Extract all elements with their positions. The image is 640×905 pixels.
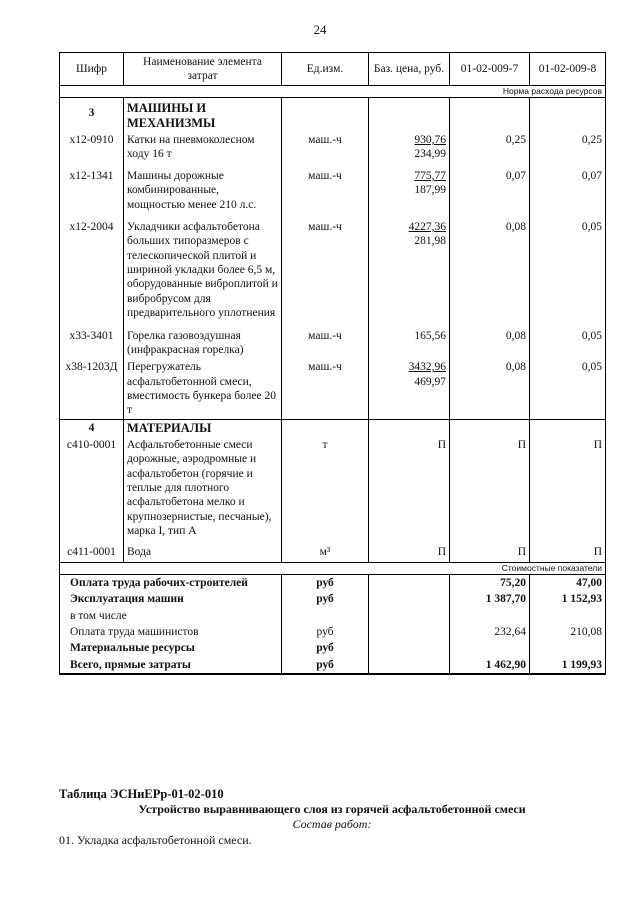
row-price-main: 930,76 (414, 134, 446, 146)
row-value-1: 0,08 (450, 322, 530, 359)
work-item: 01. Укладка асфальтобетонной смеси. (59, 833, 252, 847)
row-name: Укладчики асфальтобетона больших типоразмеров с телескопической плитой и шириной укладки более 6,5 м, оборудованные виброплитой и вибробрусом для предварительного уплотнения (124, 213, 282, 322)
summary-label: Эксплуатация машин (60, 591, 282, 607)
row-name: Вода (124, 539, 282, 562)
row-code: х12-2004 (60, 213, 124, 322)
row-unit: маш.-ч (282, 163, 369, 213)
row-value-2: 0,05 (530, 322, 606, 359)
section-4-row (60, 419, 606, 437)
row-code: х33-3401 (60, 322, 124, 359)
row-price (369, 163, 450, 213)
summary-value-2: 1 199,93 (530, 657, 606, 674)
row-value-1: П (450, 437, 530, 540)
row-code: х12-1341 (60, 163, 124, 213)
section-4-number: 4 (60, 419, 124, 437)
table-row (60, 358, 606, 419)
row-value-2: П (530, 437, 606, 540)
row-price-main: 4227,36 (408, 220, 446, 233)
row-code: х12-0910 (60, 132, 124, 163)
row-unit: м³ (282, 539, 369, 562)
row-unit: маш.-ч (282, 358, 369, 419)
header-unit: Ед.изм. (282, 53, 369, 86)
page-number: 24 (313, 22, 327, 37)
row-value-1: 0,08 (450, 358, 530, 419)
section-heading: Устройство выравнивающего слоя из горячей асфальтобетонной смеси (138, 802, 526, 816)
summary-unit: руб (282, 574, 369, 591)
row-price-main: 775,77 (414, 169, 446, 182)
band-norm-label: Норма расхода ресурсов (60, 86, 606, 98)
row-price (369, 213, 450, 322)
row-price: П (369, 437, 450, 540)
header-name: Наименование элемента затрат (124, 53, 282, 86)
summary-label: Оплата труда рабочих-строителей (60, 574, 282, 591)
summary-row (60, 591, 606, 607)
row-price-wage: 469,97 (414, 375, 446, 388)
table-title: Таблица ЭСНиЕРр-01-02-010 (59, 787, 224, 801)
row-name: Горелка газовоздушная (инфракрасная горелка) (124, 322, 282, 359)
header-price: Баз. цена, руб. (369, 53, 450, 86)
row-price (369, 358, 450, 419)
summary-row (60, 640, 606, 656)
row-unit: маш.-ч (282, 322, 369, 359)
work-composition-label: Состав работ: (292, 817, 372, 831)
table-row (60, 163, 606, 213)
summary-value-1: 1 387,70 (450, 591, 530, 607)
summary-label: Материальные ресурсы (60, 640, 282, 656)
row-value-1: 0,08 (450, 213, 530, 322)
header-col2: 01-02-009-8 (530, 53, 606, 86)
summary-row (60, 574, 606, 591)
section-3-number: 3 (60, 98, 124, 133)
section-3-title: МАШИНЫ И МЕХАНИЗМЫ (124, 98, 282, 133)
row-price-wage: 281,98 (414, 235, 446, 248)
row-value-2: 0,07 (530, 163, 606, 213)
row-value-2: П (530, 539, 606, 562)
summary-value-1: 1 462,90 (450, 657, 530, 674)
row-value-2: 0,05 (530, 213, 606, 322)
row-unit: маш.-ч (282, 132, 369, 163)
resource-table (59, 52, 606, 675)
summary-value-2: 47,00 (530, 574, 606, 591)
summary-unit: руб (282, 640, 369, 656)
row-unit: т (282, 437, 369, 540)
section-4-title: МАТЕРИАЛЫ (124, 419, 282, 437)
header-col1: 01-02-009-7 (450, 53, 530, 86)
row-name: Перегружатель асфальтобетонной смеси, вместимость бункера более 20 т (124, 358, 282, 419)
summary-unit: руб (282, 591, 369, 607)
table-header (60, 53, 606, 86)
table-row (60, 132, 606, 163)
row-price-main: 3432,96 (408, 361, 446, 374)
table-row (60, 437, 606, 540)
row-value-2: 0,05 (530, 358, 606, 419)
band-norm (60, 86, 606, 98)
row-code: с411-0001 (60, 539, 124, 562)
row-name: Асфальтобетонные смеси дорожные, аэродромные и асфальтобетон (горячие и теплые для плотного асфальтобетона мелко и крупнозернистые, песчаные), марка I, тип А (124, 437, 282, 540)
header-code: Шифр (60, 53, 124, 86)
summary-unit: руб (282, 657, 369, 674)
section-3-row (60, 98, 606, 133)
summary-unit: руб (282, 624, 369, 640)
row-code: х38-1203Д (60, 358, 124, 419)
row-name: Катки на пневмоколесном ходу 16 т (124, 132, 282, 163)
summary-row (60, 624, 606, 640)
summary-value-1: 232,64 (450, 624, 530, 640)
row-price: П (369, 539, 450, 562)
band-cost-label: Стоимостные показатели (60, 562, 606, 574)
table-row (60, 213, 606, 322)
row-price: 165,56 (369, 322, 450, 359)
table-row (60, 322, 606, 359)
row-value-1: П (450, 539, 530, 562)
row-name: Машины дорожные комбинированные, мощностью менее 210 л.с. (124, 163, 282, 213)
row-value-1: 0,25 (450, 132, 530, 163)
summary-row (60, 657, 606, 674)
row-value-2: 0,25 (530, 132, 606, 163)
row-price-wage: 187,99 (414, 184, 446, 197)
summary-value-2: 210,08 (530, 624, 606, 640)
band-cost (60, 562, 606, 574)
summary-row (60, 608, 606, 624)
row-price-wage: 234,99 (414, 148, 446, 161)
summary-label: Всего, прямые затраты (60, 657, 282, 674)
table-row (60, 539, 606, 562)
row-code: с410-0001 (60, 437, 124, 540)
summary-value-2: 1 152,93 (530, 591, 606, 607)
summary-value-1: 75,20 (450, 574, 530, 591)
summary-sublabel: в том числе (60, 608, 282, 624)
row-price (369, 132, 450, 163)
row-value-1: 0,07 (450, 163, 530, 213)
summary-label: Оплата труда машинистов (60, 624, 282, 640)
row-unit: маш.-ч (282, 213, 369, 322)
